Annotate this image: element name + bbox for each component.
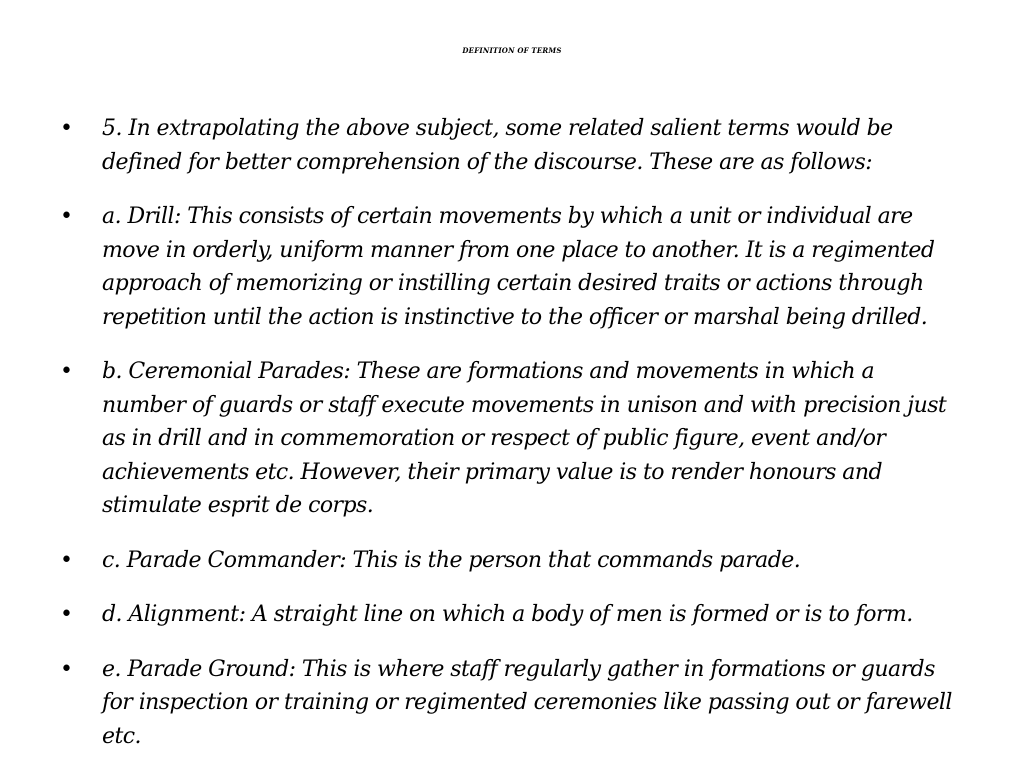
bullet-text: 5. In extrapolating the above subject, some related salient terms would be defined for better comprehension of the discourse. These are as follows: (102, 116, 893, 175)
bullet-point-icon: • (60, 116, 73, 141)
bullet-item-drill (60, 200, 960, 334)
bullet-point-icon: • (60, 204, 73, 229)
bullet-text: e. Parade Ground: This is where staff regularly gather in formations or guards for inspection or training or regimented ceremonies like passing out or farewell etc. (102, 656, 952, 749)
bullet-point-icon: • (60, 656, 73, 682)
bullet-item-intro (60, 112, 960, 179)
bullet-text: a. Drill: This consists of certain movements by which a unit or individual are move in orderly, uniform manner from one place to another. It is a regimented approach of memorizing or instilling certain desired traits or actions through repetition until the action is instinctive to the officer or marshal being drilled. (102, 204, 935, 330)
slide-title: DEFINITION OF TERMS (462, 46, 562, 55)
bullet-point-icon: • (60, 547, 73, 573)
bullet-point-icon: • (60, 359, 73, 384)
bullet-item-alignment (60, 598, 960, 632)
bullet-item-ceremonial-parades (60, 355, 960, 523)
bullet-text: c. Parade Commander: This is the person that commands parade. (102, 547, 801, 573)
bullet-item-parade-commander (60, 544, 960, 578)
bullet-text: d. Alignment: A straight line on which a body of men is formed or is to form. (102, 602, 913, 627)
bullet-text: b. Ceremonial Parades: These are formations and movements in which a number of guards or staff execute movements in unison and with precision just as in drill and in commemoration or respect of public figure, event and/or achievements etc. However, their primary value is to render honours and stimulate esprit de corps. (102, 359, 947, 518)
bullet-item-parade-ground (60, 653, 960, 754)
bullet-list (60, 112, 960, 774)
bullet-point-icon: • (60, 602, 73, 627)
